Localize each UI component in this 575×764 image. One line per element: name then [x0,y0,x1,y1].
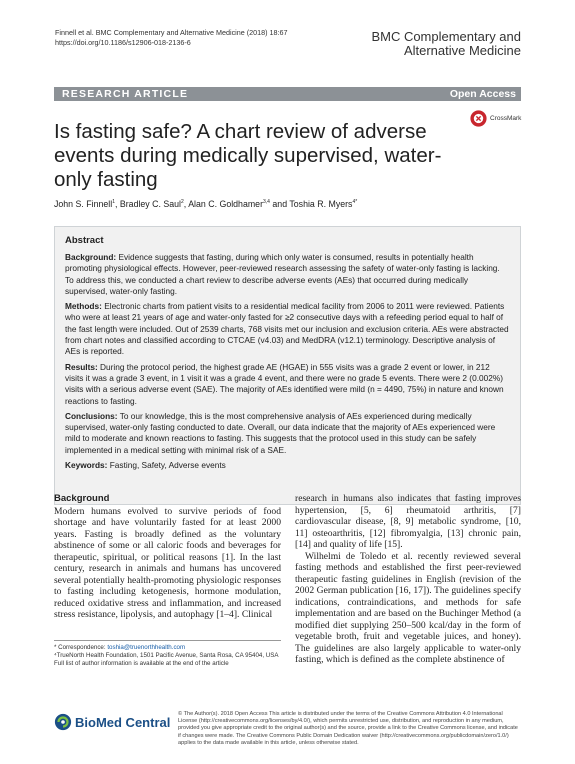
section-label: Keywords: [65,460,108,471]
open-access-label: Open Access [449,88,516,100]
doi-link[interactable]: https://doi.org/10.1186/s12906-018-2136-6 [55,37,191,47]
correspondence-email[interactable]: toshia@truenorthhealth.com [107,644,186,651]
crossmark-icon [470,110,487,127]
abstract-keywords [65,460,510,471]
journal-line-1: BMC Complementary and [371,29,521,44]
publisher-logo[interactable] [54,713,170,731]
body-paragraph: Modern humans evolved to survive periods of food shortage and have voluntarily fasted for at least 2000 years. Fasting is broadly defined as the voluntary abstinence of some or all caloric foods and beverages for therapeutic, spiritual, or political reasons [1]. In the last century, research in animals and humans has uncovered several potentially health-promoting physiologic responses to fasting including ketogenesis, hormone modulation, reduced oxidative stress and inflammation, and increased stress resistance, lipolysis, and autophagy [1–4]. Clinical [54,505,281,620]
crossmark-label: CrossMark [490,115,522,122]
footnote-divider [54,640,281,641]
author-list: John S. Finnell$^1$, Bradley C. Saul$^2$, Alan C. Goldhamer$^{3,4}$ and Toshia R. Myers$^{4*}$ [54,199,358,209]
section-heading: Background [54,493,110,504]
footnote [54,640,281,667]
abstract-conclusions [65,411,510,456]
section-text: Evidence suggests that fasting, during which only water is consumed, results in potentially health promoting physiological effects. However, peer-reviewed research assessing the safety of water-only fasting is lacking. To address this, we conducted a chart review to describe adverse events (AEs) that occurred during medically supervised, water-only fasting. [65,252,500,296]
section-label: Conclusions: [65,410,118,421]
affiliation: ⁴TrueNorth Health Foundation, 1501 Pacific Avenue, Santa Rosa, CA 95404, USA [54,651,279,659]
crossmark-button[interactable] [470,110,521,127]
section-text: During the protocol period, the highest grade AE (HGAE) in 555 visits was a grade 2 event or lower, in 212 visits it was a grade 3 event, in 1 visit it was a grade 4 event, and there were no grade 5 events. There were 2 (0.002%) visits with a serious adverse event (SAE). The majority of AEs identified were mild (n = 4490, 75%) in nature and known reactions to fasting. [65,361,504,406]
body-paragraph: Wilhelmi de Toledo et al. recently reviewed several fasting methods and established the first peer-reviewed therapeutic fasting guidelines in English (revision of the 2002 German publication [16, 17]). The guidelines specify indications, contraindications, and methods for safe implementation and are based on the Buchinger Method (a modified diet supplying 250–500 kcal/day in the form of vegetable broth, fruit and vegetable juices, and honey). The guidelines are also largely applicable to water-only fasting, which is defined as the complete abstinence of [295,550,521,665]
journal-name [371,30,521,58]
affiliation-marker: 4* [352,199,358,206]
author[interactable]: Bradley C. Saul [119,199,181,209]
article-type-banner [54,87,521,101]
abstract-box [54,226,521,505]
conjunction: and [272,199,288,209]
section-label: Methods: [65,301,102,312]
publisher-name: BioMed Central [75,714,171,730]
section-text: To our knowledge, this is the most comprehensive analysis of AEs experienced during medically supervised, water-only fasting conducted to date. Overall, our data indicate that the majority of AEs experienced were mild to moderate and known reactions to fasting. This suggests that the protocol used in this study can be safely implemented in a medical setting with minimal risk of a SAE. [65,410,496,455]
author[interactable]: John S. Finnell [54,199,113,209]
author[interactable]: Toshia R. Myers [289,199,353,209]
abstract-heading: Abstract [65,235,104,246]
section-label: Results: [65,361,98,372]
article-type: RESEARCH ARTICLE [62,88,189,100]
abstract-results [65,362,510,407]
citation: Finnell et al. BMC Complementary and Alternative Medicine (2018) 18:67 [55,28,288,37]
license-statement: © The Author(s). 2018 Open Access This article is distributed under the terms of the Creative Commons Attribution 4.0 International License (http://creativecommons.org/licenses/by/4.0/), which permits unrestricted use, distribution, and reproduction in any medium, provided you give appropriate credit to the original author(s) and the source, provide a link to the Creative Commons license, and indicate if changes were made. The Creative Commons Public Domain Dedication waiver (http://creativecommons.org/publicdomain/zero/1.0/) applies to the data made available in this article, unless otherwise stated. [178,711,518,746]
body-paragraph: research in humans also indicates that fasting improves hypertension, [5, 6] rheumatoid arthritis, [7] cardiovascular disease, [8, 9] metabolic syndrome, [10, 11] osteoarthritis, [12] fibromyalgia, [13] chronic pain, [14] and quality of life [15]. [295,493,521,550]
body-column-left [54,493,281,621]
affiliation-marker: 2 [181,199,184,206]
author[interactable]: Alan C. Goldhamer [188,199,263,209]
section-label: Background: [65,252,117,262]
running-header [55,28,288,47]
journal-line-2: Alternative Medicine [403,43,521,58]
biomed-central-icon [54,713,72,731]
body-column-right [295,493,521,666]
affiliation-marker: 1 [112,199,115,206]
correspondence [54,644,281,652]
abstract-methods [65,301,510,357]
section-text: Fasting, Safety, Adverse events [109,460,226,471]
article-title: Is fasting safe? A chart review of adverse events during medically supervised, water-only fasting [54,120,442,191]
correspondence-label: * Correspondence: [54,644,106,651]
section-text: Electronic charts from patient visits to a residential medical facility from 2006 to 2011 were reviewed. Patients who were at least 21 years of age and water-only fasted for ≥2 consecutive days with a refeeding period equal to half of the fast length were included. Out of 2539 charts, 768 visits met our inclusion and exclusion criteria. AEs were abstracted from chart notes and classified according to CTCAE (v4.03) and MedDRA (v12.1) terminology. Descriptive analysis of AEs is reported. [65,301,509,357]
affiliation-marker: 3,4 [263,199,270,206]
abstract-background [65,252,510,297]
full-author-info-note: Full list of author information is available at the end of the article [54,659,229,667]
